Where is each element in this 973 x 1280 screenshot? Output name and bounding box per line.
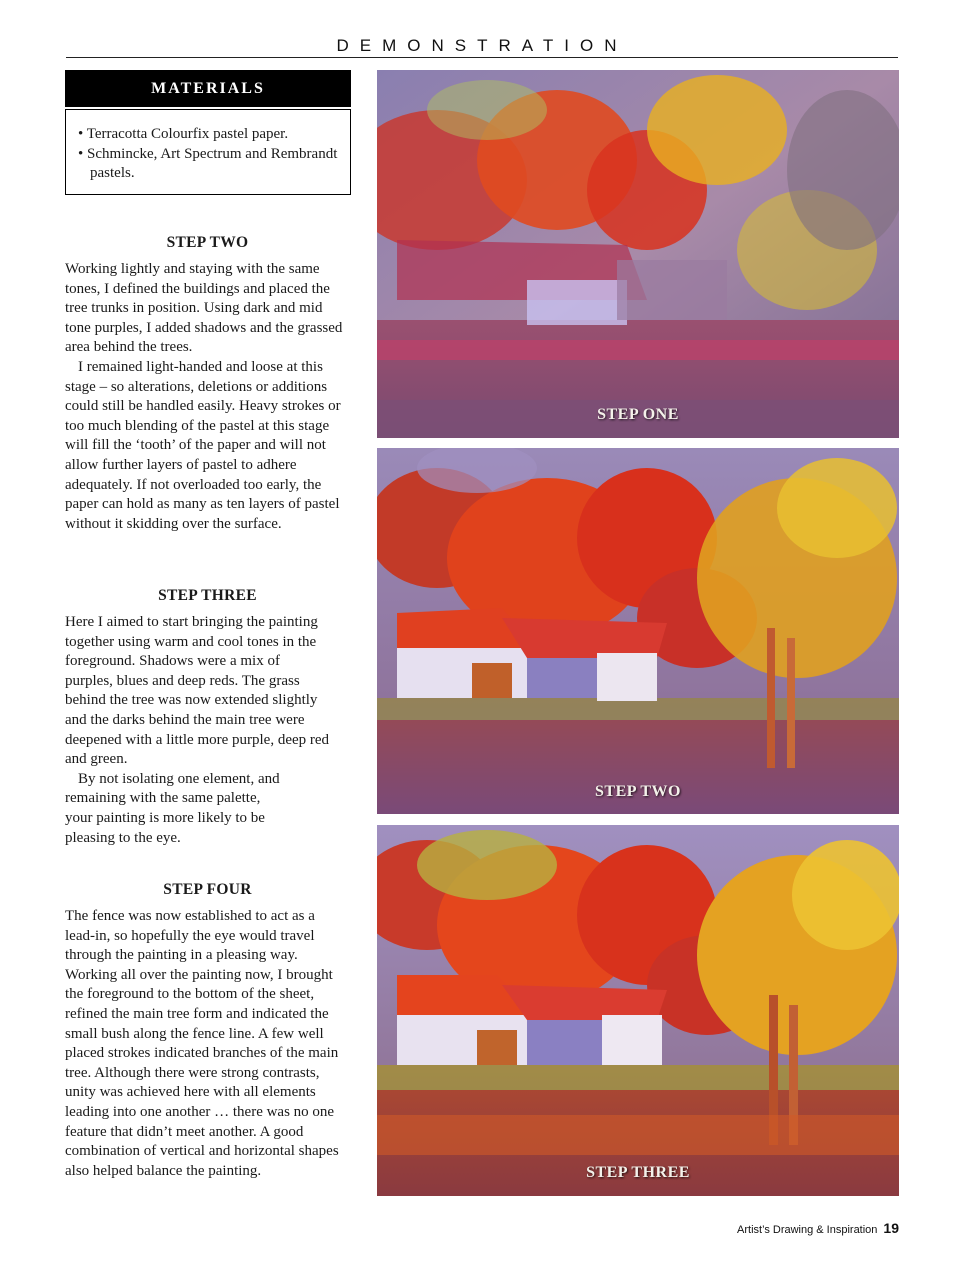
step-two-paragraph-1: Working lightly and staying with the same tones, I defined the buildings and placed the tree trunks in position. Using dark and mid tone purples, I added shadows and the grassed area behind the trees. [65,261,343,356]
materials-item: • Terracotta Colourfix pastel paper. [78,126,289,142]
header-divider [66,57,898,58]
painting-step-one-art [377,70,899,438]
photo-caption: STEP ONE [597,406,679,423]
step-two-text [65,260,350,534]
page-number: 19 [883,1220,899,1236]
step-three-heading: STEP THREE [158,587,257,604]
painting-step-three [377,825,899,1196]
materials-heading: MATERIALS [65,70,351,107]
step-two-paragraph-2: I remained light-handed and loose at this stage – so alterations, deletions or additions could still be handled easily. Heavy strokes or too much blending of the pastel at this stage will fill the ‘tooth’ of the paper and will not allow further layers of pastel to adhere adequately. If not overloaded too early, the paper can hold as many as ten layers of pastel without it skidding over the surface. [65,358,341,532]
page-footer [737,1220,899,1236]
materials-list [65,109,351,195]
photo-caption: STEP TWO [595,783,681,800]
step-three-paragraph-2: By not isolating one element, and remaining with the same palette, your painting is more likely to be pleasing to the eye. [65,770,280,846]
step-two-heading: STEP TWO [166,234,249,251]
section-title: DEMONSTRATION [336,36,628,55]
painting-step-one [377,70,899,438]
painting-step-three-art [377,825,899,1196]
photo-caption: STEP THREE [586,1164,690,1181]
step-three-text [65,613,330,848]
materials-item: • Schmincke, Art Spectrum and Rembrandt pastels. [78,145,338,181]
publication-name: Artist’s Drawing & Inspiration [737,1224,878,1236]
step-four-heading: STEP FOUR [163,881,252,898]
painting-step-two-art [377,448,899,814]
step-four-paragraph-1: The fence was now established to act as a lead-in, so hopefully the eye would travel through the painting in a pleasing way. Working all over the painting now, I brought the foreground to the bottom of the sheet, refined the main tree form and indicated the small bush along the fence line. A few well placed strokes indicated branches of the main tree. Although there were strong contrasts, unity was achieved here with all elements leading into one another … there was no one feature that didn’t meet another. A good combination of vertical and horizontal shapes also helped balance the painting. [65,908,339,1179]
painting-step-two [377,448,899,814]
step-four-text [65,907,348,1181]
step-three-paragraph-1: Here I aimed to start bringing the painting together using warm and cool tones in the foreground. Shadows were a mix of purples, blues and deep reds. The grass behind the tree was now extended slightly and the darks behind the main tree were deepened with a little more purple, deep red and green. [65,614,330,768]
